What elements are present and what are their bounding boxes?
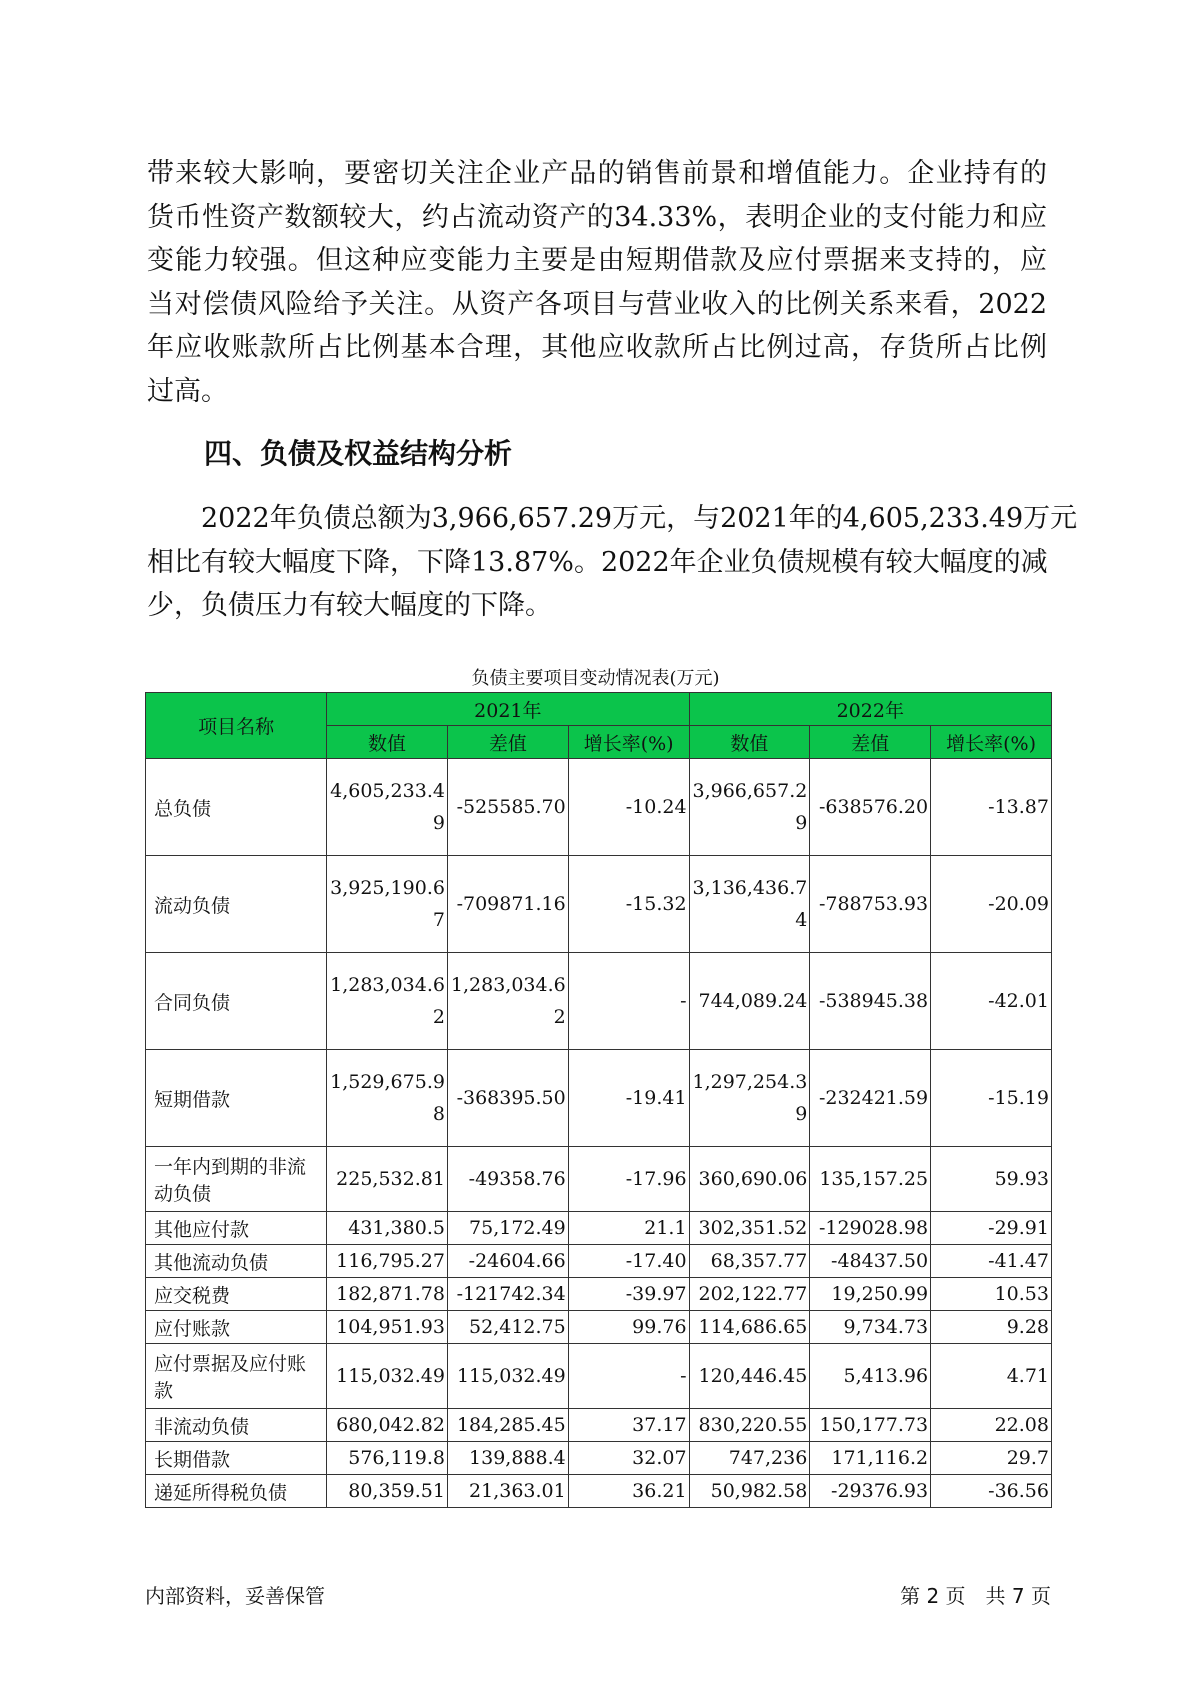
text-line: 过高。 <box>147 375 228 407</box>
paragraph-asset-analysis <box>147 152 1047 414</box>
row-name-cell: 应付票据及应付账款 <box>146 1344 327 1409</box>
value-cell: 4.71 <box>931 1344 1052 1409</box>
row-name-cell: 合同负债 <box>146 953 327 1050</box>
value-cell: -19.41 <box>568 1050 689 1147</box>
table-row <box>146 1409 1052 1442</box>
table-row <box>146 856 1052 953</box>
value-cell: 52,412.75 <box>447 1311 568 1344</box>
value-cell: 116,795.27 <box>327 1245 448 1278</box>
value-cell: 360,690.06 <box>689 1147 810 1212</box>
text-line: 变能力较强。但这种应变能力主要是由短期借款及应付票据来支持的，应 <box>147 245 1047 277</box>
subheader-diff: 差值 <box>810 726 931 759</box>
table-row <box>146 1147 1052 1212</box>
row-name-cell: 流动负债 <box>146 856 327 953</box>
row-name-cell: 递延所得税负债 <box>146 1475 327 1508</box>
text-line: 当对偿债风险给予关注。从资产各项目与营业收入的比例关系来看，2022 <box>147 288 1047 320</box>
value-cell: 4,605,233.49 <box>327 759 448 856</box>
value-cell: -368395.50 <box>447 1050 568 1147</box>
value-cell: 1,283,034.62 <box>447 953 568 1050</box>
value-cell: 29.7 <box>931 1442 1052 1475</box>
row-name-cell: 总负债 <box>146 759 327 856</box>
value-cell: 37.17 <box>568 1409 689 1442</box>
value-cell: -709871.16 <box>447 856 568 953</box>
subheader-growth: 增长率(%) <box>931 726 1052 759</box>
liability-table <box>145 692 1052 1508</box>
value-cell: 114,686.65 <box>689 1311 810 1344</box>
row-name-cell: 非流动负债 <box>146 1409 327 1442</box>
text-line: 带来较大影响，要密切关注企业产品的销售前景和增值能力。企业持有的 <box>147 158 1047 189</box>
value-cell: 68,357.77 <box>689 1245 810 1278</box>
value-cell: -538945.38 <box>810 953 931 1050</box>
value-cell: 22.08 <box>931 1409 1052 1442</box>
value-cell: -39.97 <box>568 1278 689 1311</box>
table-caption: 负债主要项目变动情况表(万元) <box>471 668 720 689</box>
value-cell: 120,446.45 <box>689 1344 810 1409</box>
value-cell: 680,042.82 <box>327 1409 448 1442</box>
row-name-cell: 短期借款 <box>146 1050 327 1147</box>
value-cell: - <box>568 953 689 1050</box>
row-name-cell: 其他流动负债 <box>146 1245 327 1278</box>
table-row <box>146 759 1052 856</box>
value-cell: 830,220.55 <box>689 1409 810 1442</box>
value-cell: 75,172.49 <box>447 1212 568 1245</box>
value-cell: 3,966,657.29 <box>689 759 810 856</box>
value-cell: 3,136,436.74 <box>689 856 810 953</box>
value-cell: 576,119.8 <box>327 1442 448 1475</box>
value-cell: -24604.66 <box>447 1245 568 1278</box>
value-cell: -10.24 <box>568 759 689 856</box>
value-cell: - <box>568 1344 689 1409</box>
footer-confidential: 内部资料，妥善保管 <box>145 1584 325 1608</box>
value-cell: 431,380.5 <box>327 1212 448 1245</box>
value-cell: 59.93 <box>931 1147 1052 1212</box>
value-cell: 19,250.99 <box>810 1278 931 1311</box>
subheader-value: 数值 <box>689 726 810 759</box>
value-cell: 21,363.01 <box>447 1475 568 1508</box>
value-cell: -48437.50 <box>810 1245 931 1278</box>
table-row <box>146 1475 1052 1508</box>
value-cell: 9.28 <box>931 1311 1052 1344</box>
value-cell: 10.53 <box>931 1278 1052 1311</box>
value-cell: 139,888.4 <box>447 1442 568 1475</box>
table-row <box>146 1442 1052 1475</box>
text-line: 货币性资产数额较大，约占流动资产的34.33%，表明企业的支付能力和应 <box>147 201 1047 233</box>
value-cell: 115,032.49 <box>327 1344 448 1409</box>
value-cell: -13.87 <box>931 759 1052 856</box>
value-cell: 171,116.2 <box>810 1442 931 1475</box>
value-cell: 302,351.52 <box>689 1212 810 1245</box>
table-row <box>146 1050 1052 1147</box>
value-cell: -232421.59 <box>810 1050 931 1147</box>
subheader-diff: 差值 <box>447 726 568 759</box>
row-name-cell: 应交税费 <box>146 1278 327 1311</box>
value-cell: 50,982.58 <box>689 1475 810 1508</box>
value-cell: -129028.98 <box>810 1212 931 1245</box>
text-line: 2022年负债总额为3,966,657.29万元，与2021年的4,605,233.49万元 <box>147 503 1078 534</box>
value-cell: 1,283,034.62 <box>327 953 448 1050</box>
table-row <box>146 1212 1052 1245</box>
value-cell: 202,122.77 <box>689 1278 810 1311</box>
value-cell: -17.96 <box>568 1147 689 1212</box>
table-row <box>146 1344 1052 1409</box>
value-cell: -638576.20 <box>810 759 931 856</box>
value-cell: 225,532.81 <box>327 1147 448 1212</box>
table-row <box>146 953 1052 1050</box>
value-cell: 21.1 <box>568 1212 689 1245</box>
value-cell: 1,529,675.98 <box>327 1050 448 1147</box>
value-cell: 99.76 <box>568 1311 689 1344</box>
value-cell: -525585.70 <box>447 759 568 856</box>
value-cell: 184,285.45 <box>447 1409 568 1442</box>
value-cell: -29.91 <box>931 1212 1052 1245</box>
value-cell: -42.01 <box>931 953 1052 1050</box>
row-name-cell: 长期借款 <box>146 1442 327 1475</box>
value-cell: 747,236 <box>689 1442 810 1475</box>
header-item-name: 项目名称 <box>146 693 327 759</box>
value-cell: -121742.34 <box>447 1278 568 1311</box>
row-name-cell: 应付账款 <box>146 1311 327 1344</box>
row-name-cell: 其他应付款 <box>146 1212 327 1245</box>
text-line: 年应收账款所占比例基本合理，其他应收款所占比例过高，存货所占比例 <box>147 332 1047 364</box>
value-cell: -788753.93 <box>810 856 931 953</box>
value-cell: -15.32 <box>568 856 689 953</box>
value-cell: -49358.76 <box>447 1147 568 1212</box>
header-year-2021: 2021年 <box>327 693 689 726</box>
value-cell: -17.40 <box>568 1245 689 1278</box>
value-cell: 1,297,254.39 <box>689 1050 810 1147</box>
value-cell: -20.09 <box>931 856 1052 953</box>
header-year-2022: 2022年 <box>689 693 1051 726</box>
table-row <box>146 1278 1052 1311</box>
value-cell: 150,177.73 <box>810 1409 931 1442</box>
value-cell: 135,157.25 <box>810 1147 931 1212</box>
table-row <box>146 1245 1052 1278</box>
value-cell: 3,925,190.67 <box>327 856 448 953</box>
value-cell: 744,089.24 <box>689 953 810 1050</box>
value-cell: -41.47 <box>931 1245 1052 1278</box>
value-cell: 80,359.51 <box>327 1475 448 1508</box>
value-cell: 36.21 <box>568 1475 689 1508</box>
value-cell: 32.07 <box>568 1442 689 1475</box>
value-cell: 5,413.96 <box>810 1344 931 1409</box>
value-cell: 115,032.49 <box>447 1344 568 1409</box>
footer-page-number: 第 2 页 共 7 页 <box>900 1584 1051 1608</box>
value-cell: 104,951.93 <box>327 1311 448 1344</box>
text-line: 少，负债压力有较大幅度的下降。 <box>147 590 552 622</box>
text-line: 相比有较大幅度下降，下降13.87%。2022年企业负债规模有较大幅度的减 <box>147 546 1048 578</box>
paragraph-liability-summary <box>147 497 1078 628</box>
value-cell: 182,871.78 <box>327 1278 448 1311</box>
subheader-value: 数值 <box>327 726 448 759</box>
value-cell: -29376.93 <box>810 1475 931 1508</box>
value-cell: -15.19 <box>931 1050 1052 1147</box>
section-heading: 四、负债及权益结构分析 <box>204 437 513 470</box>
subheader-growth: 增长率(%) <box>568 726 689 759</box>
value-cell: 9,734.73 <box>810 1311 931 1344</box>
table-row <box>146 1311 1052 1344</box>
row-name-cell: 一年内到期的非流动负债 <box>146 1147 327 1212</box>
value-cell: -36.56 <box>931 1475 1052 1508</box>
